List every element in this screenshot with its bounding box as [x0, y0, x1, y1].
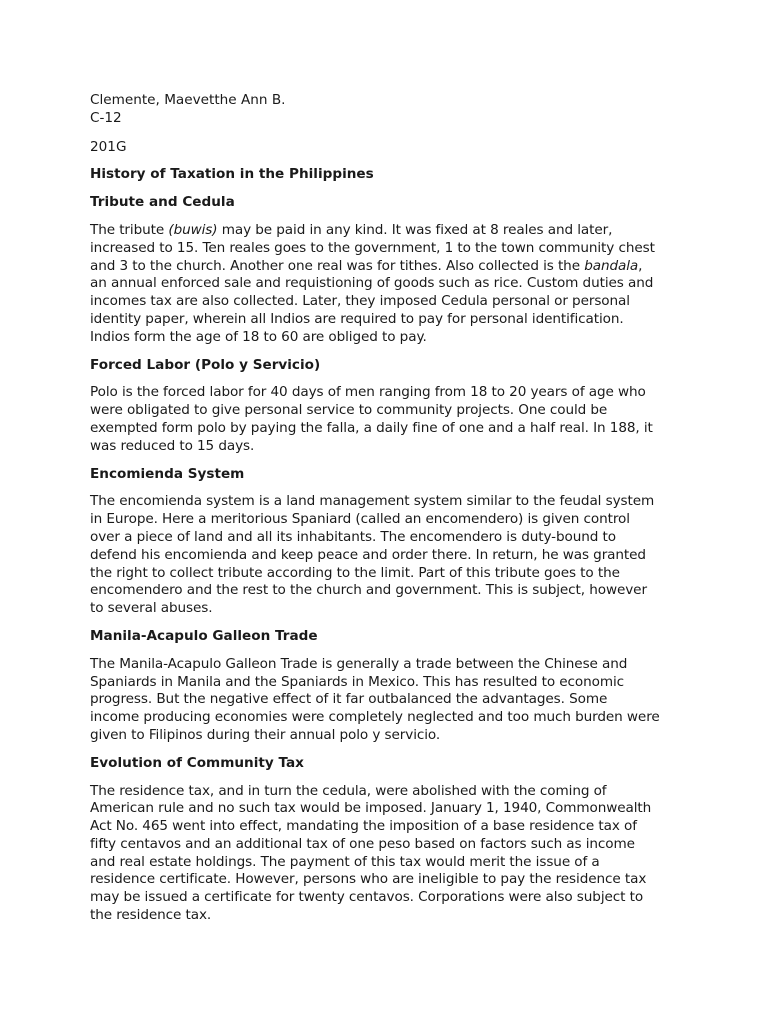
paragraph-line	[90, 384, 688, 402]
paragraph-line	[90, 258, 688, 276]
line-text: encomendero and the rest to the church and government. This is subject, however	[90, 582, 647, 599]
line-text: Indios form the age of 18 to 60 are obliged to pay.	[90, 328, 427, 345]
line-text: to several abuses.	[90, 600, 213, 617]
course-code: 201G	[90, 138, 127, 155]
paragraph-line	[90, 871, 688, 889]
line-text: The encomienda system is a land management system similar to the feudal system	[90, 493, 655, 510]
section-heading: Tribute and Cedula	[90, 194, 235, 211]
section-paragraph	[90, 783, 688, 925]
line-text: and real estate holdings. The payment of this tax would merit the issue of a	[90, 853, 600, 870]
line-text: may be issued a certificate for twenty centavos. Corporations were also subject to	[90, 889, 644, 906]
line-text: The residence tax, and in turn the cedula, were abolished with the coming of	[90, 782, 607, 799]
section-heading: Forced Labor (Polo y Servicio)	[90, 356, 321, 373]
section-heading: Manila-Acapulo Galleon Trade	[90, 627, 318, 644]
line-text: the residence tax.	[90, 907, 212, 924]
line-text: progress. But the negative effect of it far outbalanced the advantages. Some	[90, 691, 608, 708]
section-heading: Encomienda System	[90, 465, 245, 482]
section-code: C-12	[90, 109, 122, 126]
section-paragraph	[90, 222, 688, 347]
line-text: ,	[638, 257, 643, 274]
line-text: residence certificate. However, persons who are ineligible to pay the residence tax	[90, 871, 647, 888]
paragraph-line	[90, 656, 688, 674]
line-text: The tribute	[90, 221, 169, 238]
document-body	[90, 194, 688, 925]
paragraph-line	[90, 907, 688, 925]
line-text: American rule and no such tax would be imposed. January 1, 1940, Commonwealth	[90, 800, 652, 817]
section-paragraph	[90, 493, 688, 618]
line-text: Act No. 465 went into effect, mandating the imposition of a base residence tax of	[90, 818, 637, 835]
line-text: in Europe. Here a meritorious Spaniard (called an encomendero) is given control	[90, 511, 630, 528]
paragraph-line	[90, 674, 688, 692]
line-text: may be paid in any kind. It was fixed at 8 reales and later,	[217, 221, 613, 238]
line-text: an annual enforced sale and requistioning of goods such as rice. Custom duties and	[90, 275, 654, 292]
paragraph-line	[90, 529, 688, 547]
paragraph-line	[90, 547, 688, 565]
paragraph-line	[90, 818, 688, 836]
section-heading: Evolution of Community Tax	[90, 754, 304, 771]
paragraph-line	[90, 329, 688, 347]
paragraph-line	[90, 783, 688, 801]
line-text: Spaniards in Manila and the Spaniards in Mexico. This has resulted to economic	[90, 673, 625, 690]
author-name: Clemente, Maevetthe Ann B.	[90, 92, 286, 108]
paragraph-line	[90, 709, 688, 727]
paragraph-line	[90, 311, 688, 329]
section-paragraph	[90, 384, 688, 455]
line-text: income producing economies were completely neglected and too much burden were	[90, 709, 660, 726]
emphasized-term: bandala	[584, 257, 639, 274]
line-text: defend his encomienda and keep peace and order there. In return, he was granted	[90, 546, 646, 563]
paragraph-line	[90, 600, 688, 618]
line-text: over a piece of land and all its inhabitants. The encomendero is duty-bound to	[90, 528, 616, 545]
paragraph-line	[90, 493, 688, 511]
paragraph-line	[90, 854, 688, 872]
line-text: was reduced to 15 days.	[90, 437, 255, 454]
paragraph-line	[90, 565, 688, 583]
paragraph-line	[90, 222, 688, 240]
paragraph-line	[90, 800, 688, 818]
line-text: given to Filipinos during their annual polo y servicio.	[90, 726, 441, 743]
paragraph-line	[90, 293, 688, 311]
line-text: were obligated to give personal service to community projects. One could be	[90, 402, 608, 419]
paragraph-line	[90, 275, 688, 293]
emphasized-term: (buwis)	[168, 221, 218, 238]
paragraph-line	[90, 691, 688, 709]
line-text: incomes tax are also collected. Later, they imposed Cedula personal or personal	[90, 293, 630, 310]
line-text: and 3 to the church. Another one real was for tithes. Also collected is the	[90, 257, 585, 274]
line-text: fifty centavos and an additional tax of one peso based on factors such as income	[90, 835, 635, 852]
line-text: identity paper, wherein all Indios are required to pay for personal identification.	[90, 310, 624, 327]
paragraph-line	[90, 402, 688, 420]
paragraph-line	[90, 727, 688, 745]
paragraph-line	[90, 582, 688, 600]
document-title: History of Taxation in the Philippines	[90, 166, 374, 183]
paragraph-line	[90, 889, 688, 907]
line-text: exempted form polo by paying the falla, a daily fine of one and a half real. In 188, it	[90, 419, 653, 436]
line-text: Polo is the forced labor for 40 days of men ranging from 18 to 20 years of age who	[90, 384, 646, 401]
paragraph-line	[90, 836, 688, 854]
paragraph-line	[90, 438, 688, 456]
line-text: the right to collect tribute according to the limit. Part of this tribute goes to the	[90, 564, 620, 581]
paragraph-line	[90, 240, 688, 258]
paragraph-line	[90, 420, 688, 438]
paragraph-line	[90, 511, 688, 529]
line-text: increased to 15. Ten reales goes to the government, 1 to the town community chest	[90, 239, 655, 256]
line-text: The Manila-Acapulo Galleon Trade is generally a trade between the Chinese and	[90, 655, 628, 672]
section-paragraph	[90, 656, 688, 745]
